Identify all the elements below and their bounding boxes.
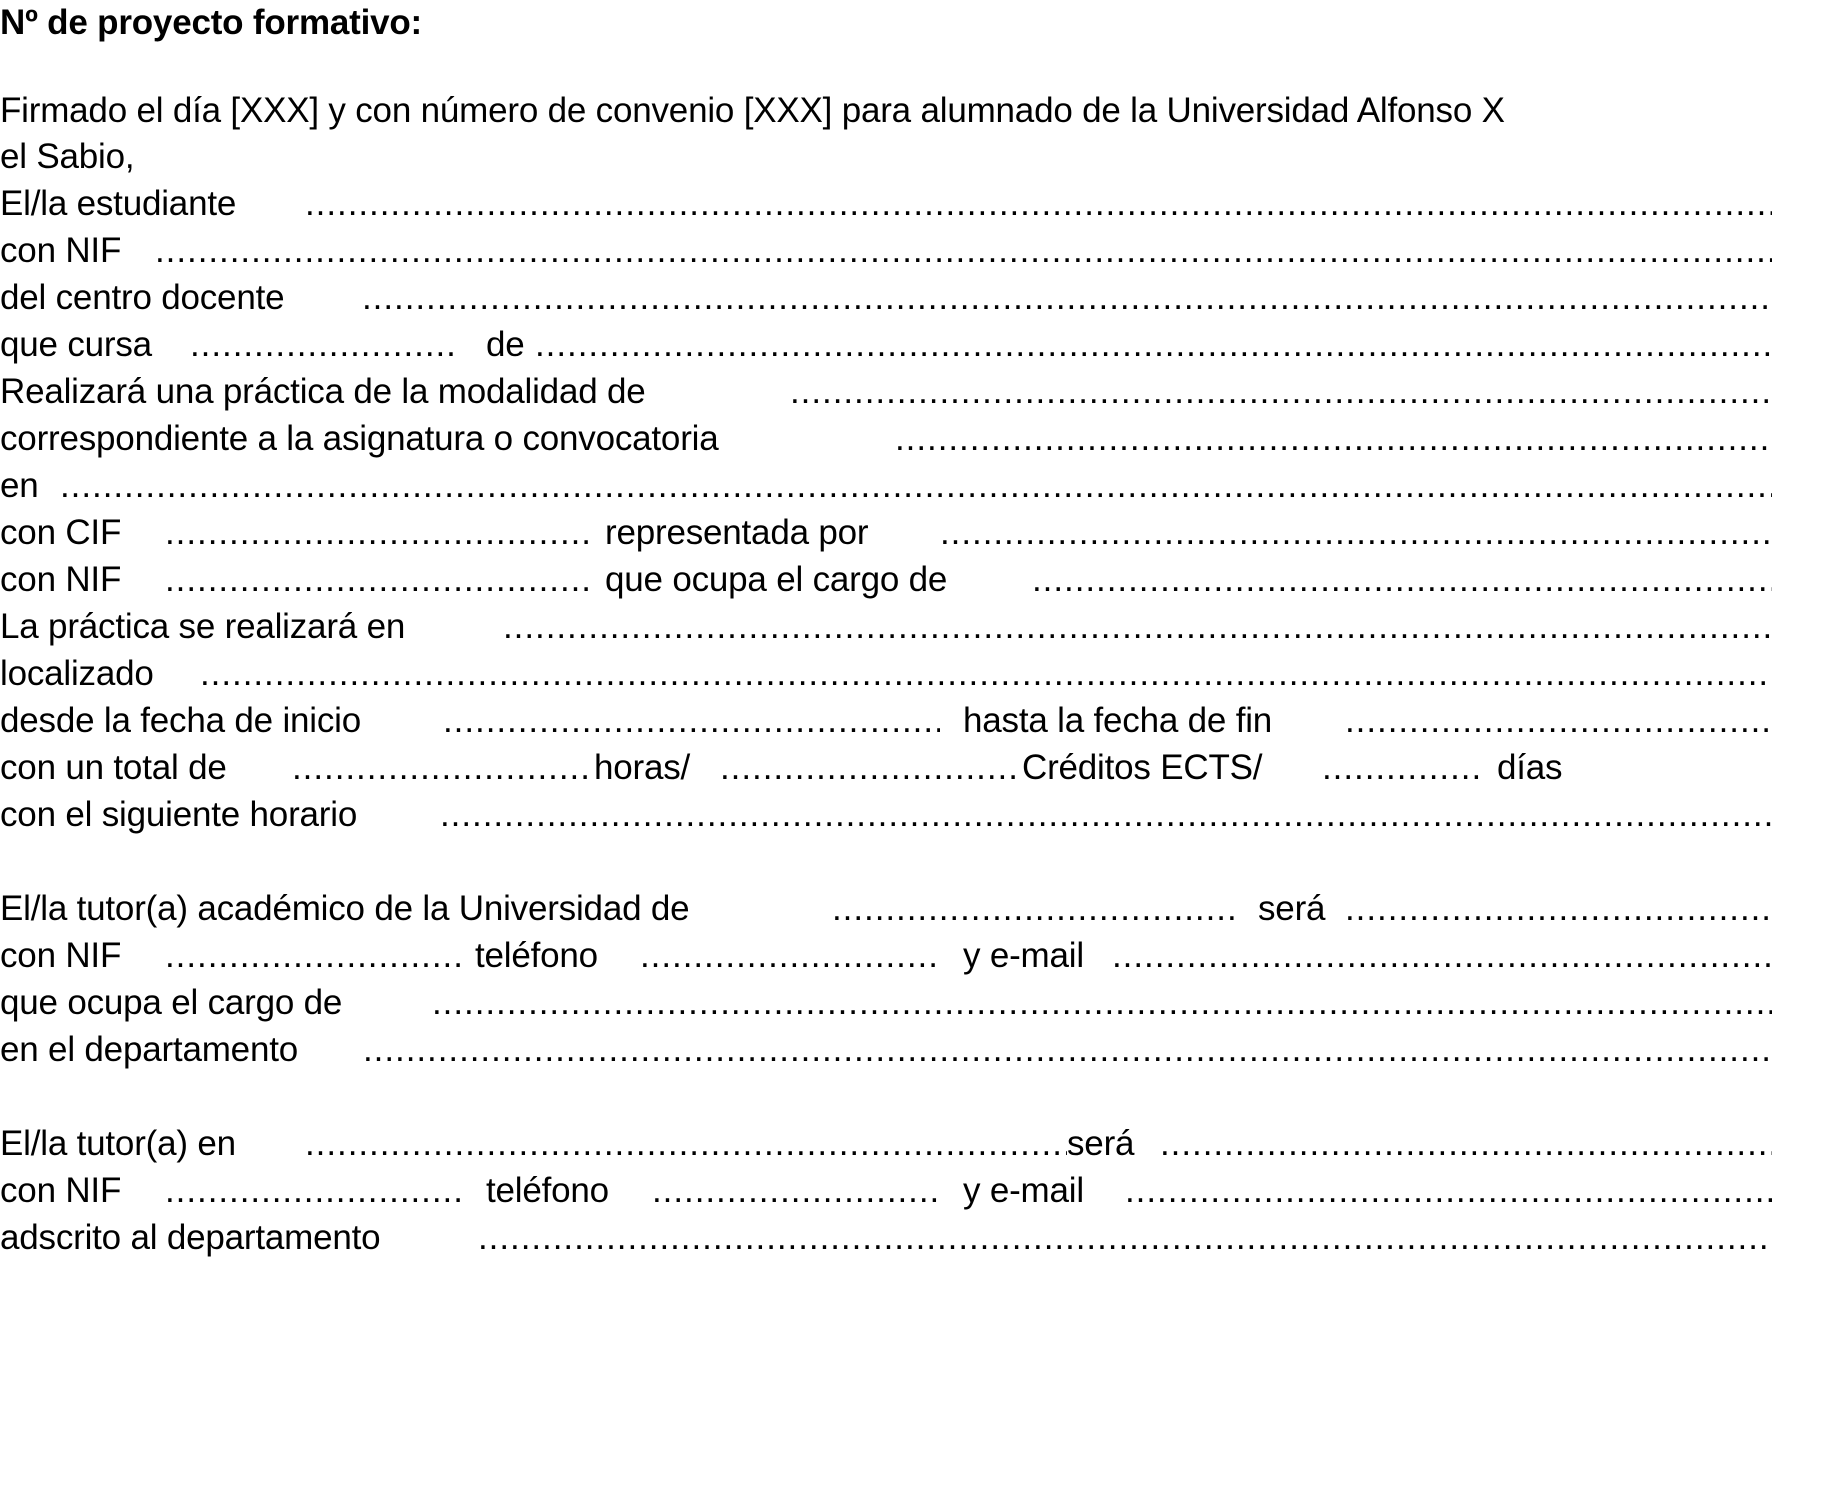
field-label: en xyxy=(0,466,39,505)
field-label: y e-mail xyxy=(963,1171,1084,1210)
entidad-tutor-field[interactable] xyxy=(305,1121,1067,1167)
cargo-tutor-academico-field[interactable] xyxy=(432,980,1772,1026)
universidad-tutor-field[interactable] xyxy=(832,886,1240,932)
field-label: de xyxy=(486,325,525,364)
field-label: La práctica se realizará en xyxy=(0,607,406,646)
field-label: El/la tutor(a) académico de la Universidad de xyxy=(0,889,690,928)
field-label: y e-mail xyxy=(963,936,1084,975)
fecha-inicio-field[interactable] xyxy=(443,698,940,744)
field-label: horas/ xyxy=(594,748,691,787)
intro-text-1: Firmado el día [XXX] y con número de convenio [XXX] para alumnado de la Universidad Alfonso X xyxy=(0,91,1505,130)
field-label: con NIF xyxy=(0,231,122,270)
field-label: con un total de xyxy=(0,748,227,787)
field-label: con NIF xyxy=(0,560,122,599)
form-line xyxy=(0,1215,1840,1271)
cif-entidad-field[interactable] xyxy=(165,510,593,556)
nif-estudiante-field[interactable] xyxy=(155,228,1772,274)
field-label: con NIF xyxy=(0,936,122,975)
total-horas-field[interactable] xyxy=(292,745,594,791)
asignatura-field[interactable] xyxy=(895,416,1772,462)
representante-field[interactable] xyxy=(940,510,1772,556)
field-label: que ocupa el cargo de xyxy=(605,560,948,599)
field-label: será xyxy=(1067,1124,1135,1163)
field-label: teléfono xyxy=(486,1171,609,1210)
field-label: desde la fecha de inicio xyxy=(0,701,362,740)
creditos-ects-field[interactable] xyxy=(720,745,1018,791)
tutor-entidad-field[interactable] xyxy=(1160,1121,1772,1167)
field-label: con CIF xyxy=(0,513,122,552)
field-label: será xyxy=(1258,889,1326,928)
field-label: hasta la fecha de fin xyxy=(963,701,1273,740)
nif-tutor-entidad-field[interactable] xyxy=(165,1168,467,1214)
field-label: adscrito al departamento xyxy=(0,1218,381,1257)
localizacion-field[interactable] xyxy=(200,651,1772,697)
field-label: que cursa xyxy=(0,325,152,364)
field-label: Créditos ECTS/ xyxy=(1022,748,1263,787)
nif-tutor-academico-field[interactable] xyxy=(165,933,467,979)
nif-representante-field[interactable] xyxy=(165,557,593,603)
field-label: en el departamento xyxy=(0,1030,299,1069)
field-label: días xyxy=(1497,748,1563,787)
curso-field[interactable] xyxy=(190,322,460,368)
horario-field[interactable] xyxy=(440,792,1772,838)
titulacion-field[interactable] xyxy=(535,322,1772,368)
field-label: representada por xyxy=(605,513,869,552)
field-label: del centro docente xyxy=(0,278,285,317)
field-label: que ocupa el cargo de xyxy=(0,983,343,1022)
cargo-representante-field[interactable] xyxy=(1032,557,1772,603)
field-label: con NIF xyxy=(0,1171,122,1210)
email-tutor-academico-field[interactable] xyxy=(1112,933,1772,979)
total-dias-field[interactable] xyxy=(1322,745,1484,791)
lugar-practica-field[interactable] xyxy=(503,604,1772,650)
field-label: localizado xyxy=(0,654,154,693)
centro-docente-field[interactable] xyxy=(362,275,1772,321)
entidad-field[interactable] xyxy=(60,463,1772,509)
project-number-line xyxy=(0,0,1840,56)
fecha-fin-field[interactable] xyxy=(1345,698,1772,744)
telefono-tutor-academico-field[interactable] xyxy=(640,933,940,979)
departamento-tutor-entidad-field[interactable] xyxy=(478,1215,1772,1261)
field-label: correspondiente a la asignatura o convocatoria xyxy=(0,419,719,458)
field-label: con el siguiente horario xyxy=(0,795,358,834)
tutor-academico-field[interactable] xyxy=(1345,886,1772,932)
departamento-tutor-academico-field[interactable] xyxy=(363,1027,1772,1073)
intro-text-2: el Sabio, xyxy=(0,137,135,176)
telefono-tutor-entidad-field[interactable] xyxy=(652,1168,940,1214)
field-label: El/la tutor(a) en xyxy=(0,1124,236,1163)
email-tutor-entidad-field[interactable] xyxy=(1125,1168,1772,1214)
field-label: teléfono xyxy=(475,936,598,975)
modalidad-field[interactable] xyxy=(790,369,1772,415)
field-label: Realizará una práctica de la modalidad de xyxy=(0,372,646,411)
field-label: El/la estudiante xyxy=(0,184,237,223)
estudiante-field[interactable] xyxy=(305,181,1772,227)
project-number-title: Nº de proyecto formativo: xyxy=(0,3,423,42)
